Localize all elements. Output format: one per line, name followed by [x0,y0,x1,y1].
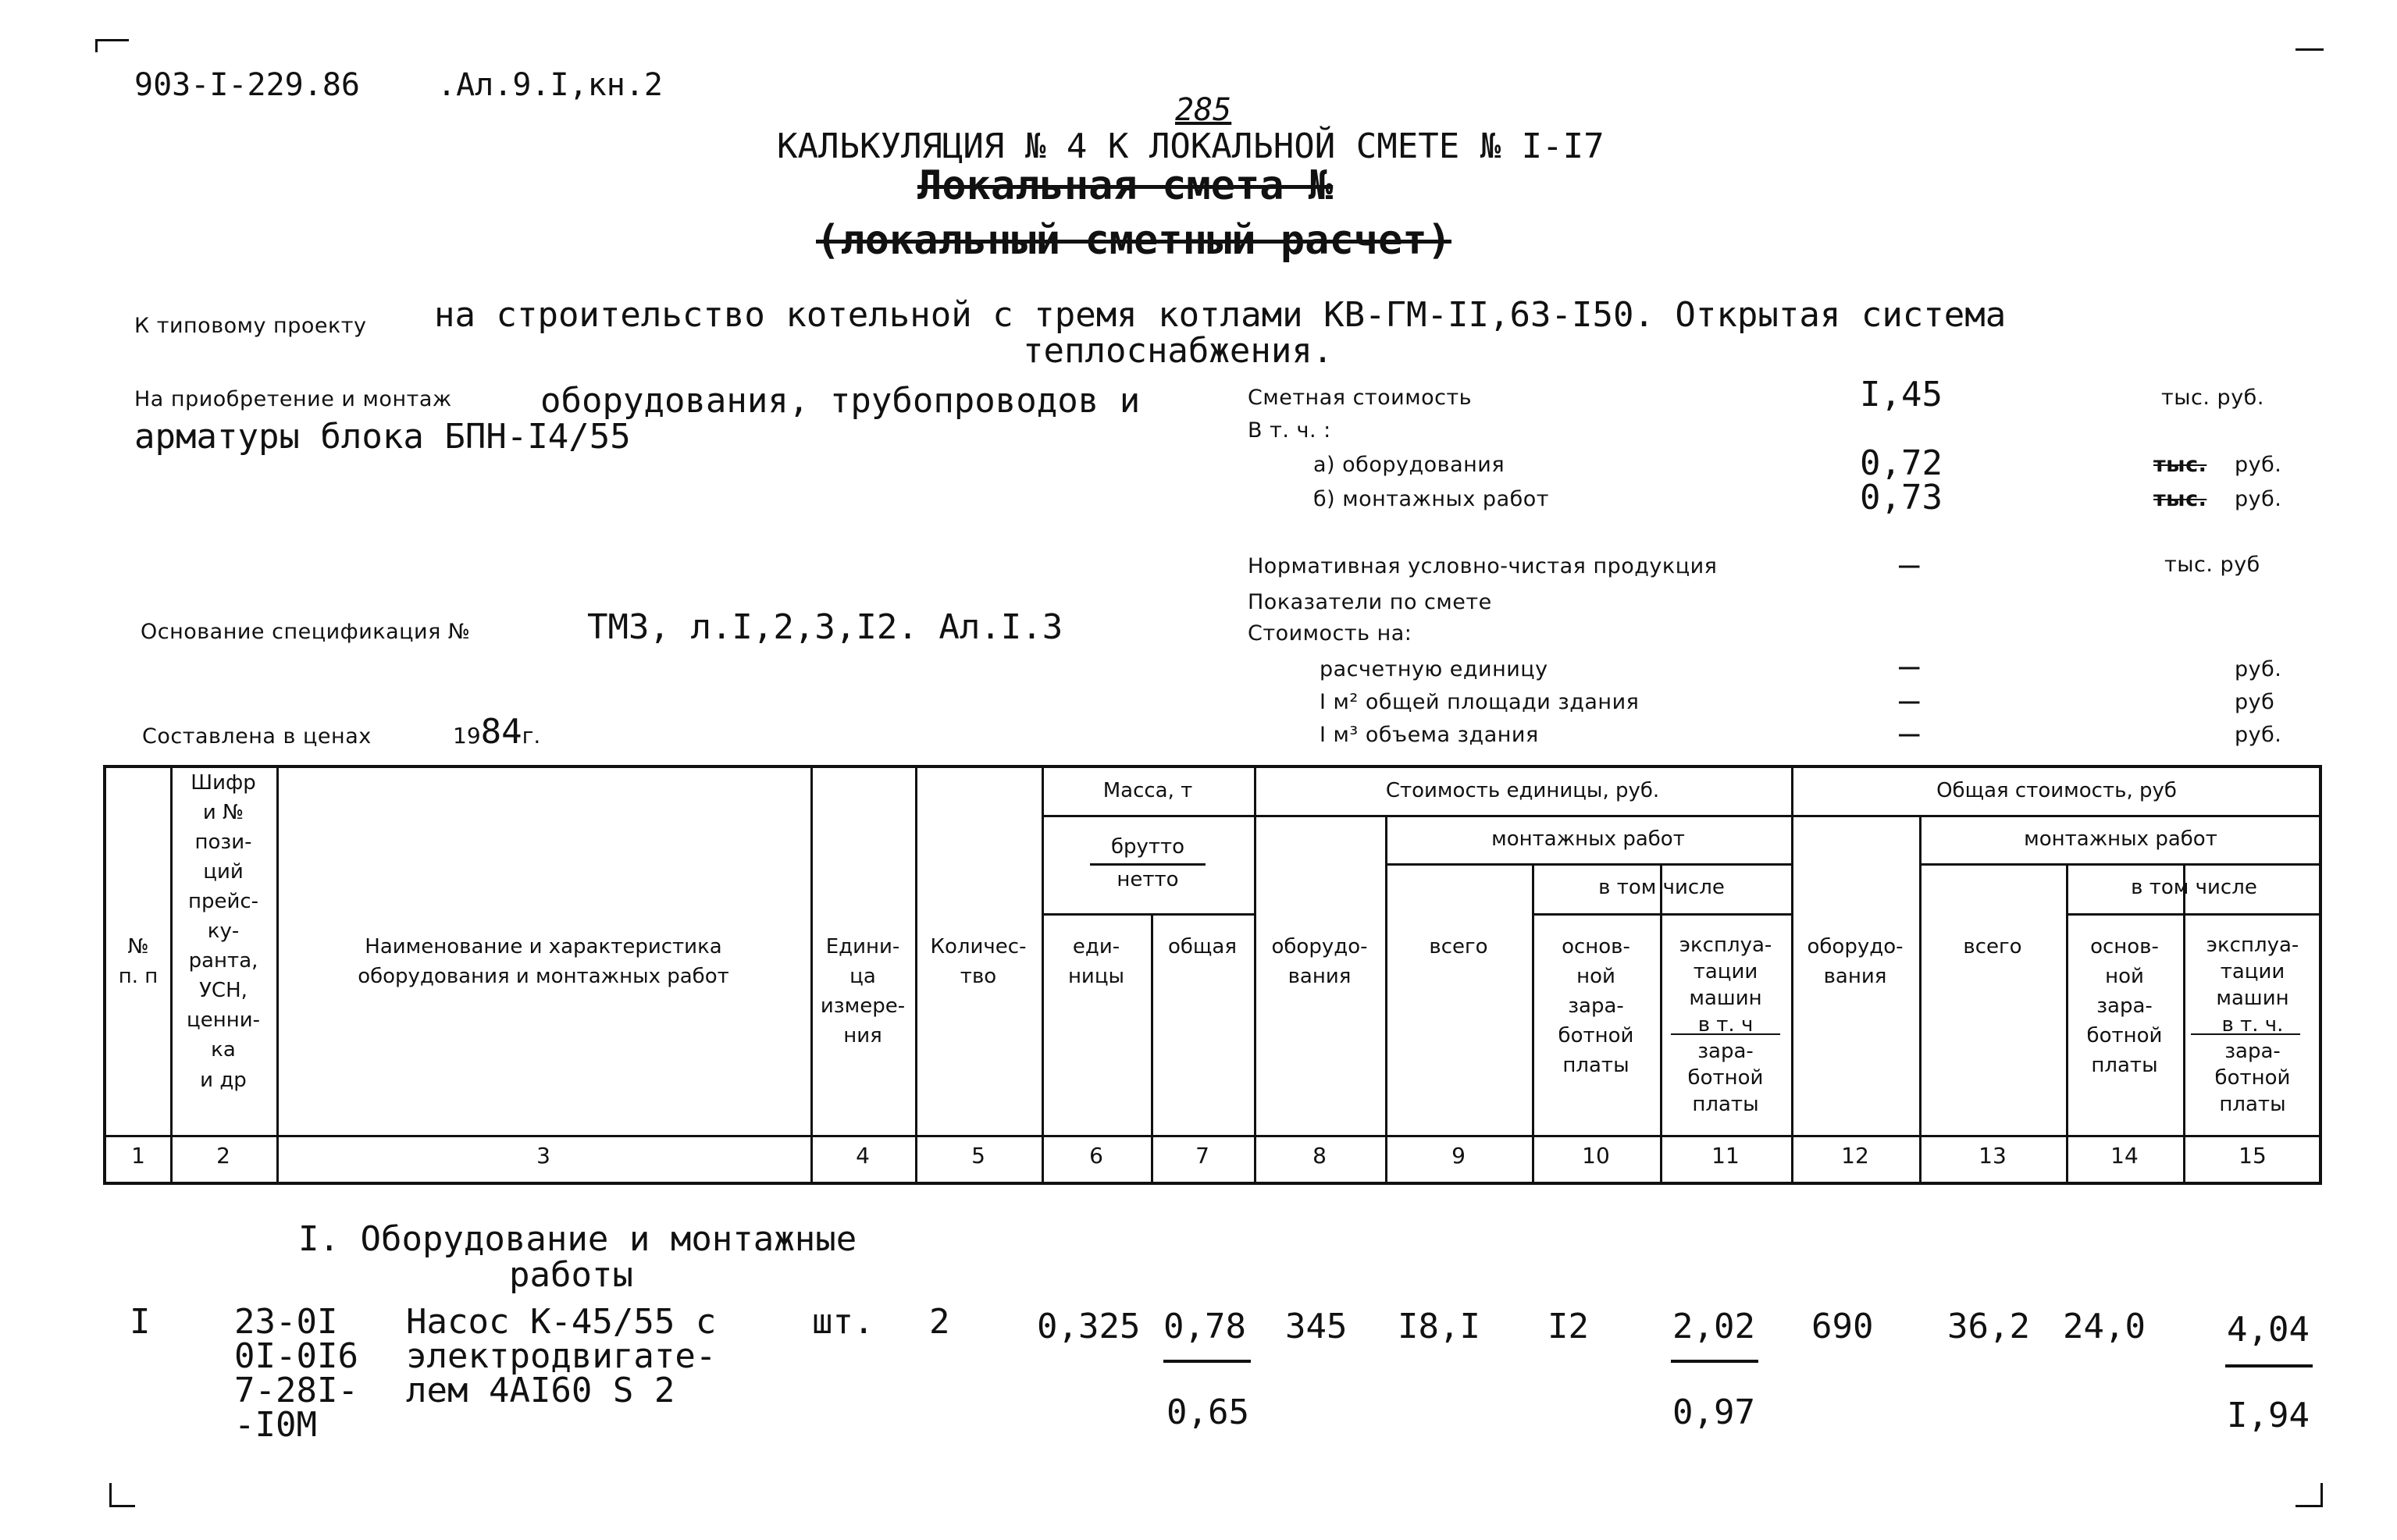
row-mass-unit: 0,325 [1037,1307,1141,1346]
volume-unit: руб. [2235,723,2282,747]
row-qty: 2 [929,1302,950,1342]
equip-label: а) оборудования [1313,453,1505,477]
col-number: 4 [856,1143,870,1168]
mass-header: Масса, т [1102,779,1193,802]
volume-label: I м³ объема здания [1320,723,1539,747]
total-machine-underline [2225,1364,2313,1368]
normative-value: – [1899,545,1920,585]
col-number: 6 [1089,1143,1103,1168]
purpose-label: На приобретение и монтаж [134,387,452,411]
col-number: 11 [1711,1143,1740,1168]
row-code-line: -I0М [234,1405,317,1445]
netto-label: нетто [1117,868,1179,891]
row-divider [1385,863,1791,866]
row-divider [1919,863,2322,866]
project-text-1: на строительство котельной с тремя котлами КВ-ГМ-II,63-I50. Открытая система [434,295,2007,335]
basis-label: Основание спецификация № [141,620,471,644]
col-number: 10 [1582,1143,1610,1168]
basis-value: ТМЗ, л.I,2,3,I2. Ал.I.3 [587,607,1063,647]
row-unit: шт. [812,1302,874,1342]
row-divider [106,1135,2322,1137]
col14-header: основ- ной зара- ботной платы [2086,935,2163,1077]
cost-unit: тыс. руб. [2161,386,2264,410]
section-title-1: I. Оборудование и монтажные [298,1219,857,1259]
area-value: – [1899,681,1920,720]
corner-mark-top-left [95,39,129,52]
calc-unit-label: расчетную единицу [1320,657,1548,681]
corner-mark-bottom-right [2295,1483,2323,1507]
install-machine-underline [1671,1360,1758,1363]
install-struck-unit: тыс. [2153,487,2207,511]
doc-code: 903-I-229.86 [134,67,360,103]
row-divider [1042,913,1254,916]
brutto-label: брутто [1110,835,1185,859]
incl-label: В т. ч. : [1248,418,1331,443]
col15-header: эксплуа- тации машин в т. ч. зара- ботной платы [2206,934,2299,1116]
row-mass-total: 0,78 [1163,1307,1246,1346]
mass-total-underline [1163,1360,1251,1363]
row-divider [2066,913,2322,916]
col-number: 5 [971,1143,985,1168]
col9-header: всего [1429,935,1488,958]
col-number: 8 [1312,1143,1327,1168]
col-number: 1 [131,1143,145,1168]
col10-header: основ- ной зара- ботной платы [1558,935,1634,1077]
col2-header: Шифр и № пози- ций прейс- ку- ранта, УСН, ценни- ка и др [187,771,260,1092]
install-unit: руб. [2235,487,2282,511]
normative-label: Нормативная условно-чистая продукция [1248,554,1718,578]
col12-header: оборудо- вания [1807,935,1904,988]
equip-struck-unit: тыс. [2153,453,2207,477]
compiled-year [453,712,540,752]
cost-on-label: Стоимость на: [1248,621,1412,646]
col-number: 14 [2110,1143,2139,1168]
row-equip-cost: 345 [1285,1307,1348,1346]
calc-unit-unit: руб. [2235,657,2282,681]
incl-header-2: в том числе [2131,876,2257,899]
calc-title: КАЛЬКУЛЯЦИЯ № 4 К ЛОКАЛЬНОЙ СМЕТЕ № I-I7 [777,126,1605,166]
row-divider [1532,913,1791,916]
equip-value: 0,72 [1860,443,1943,483]
col4-header: Едини- ца измере- ния [820,935,906,1047]
row-total-machine-wage: I,94 [2227,1396,2310,1435]
unit-cost-header: Стоимость единицы, руб. [1385,779,1660,802]
row-num: I [130,1302,151,1342]
compiled-label: Составлена в ценах [142,724,372,749]
section-title-2: работы [509,1255,633,1295]
install-value: 0,73 [1860,478,1943,517]
cost-label: Сметная стоимость [1248,386,1473,410]
purpose-text-2: арматуры блока БПН-I4/55 [134,417,631,457]
col-number: 7 [1195,1143,1209,1168]
calc-unit-value: – [1899,646,1920,686]
row-total-equip: 690 [1811,1307,1874,1346]
normative-unit: тыс. руб [2164,553,2260,577]
install-header-2: монтажных работ [2024,827,2217,851]
col1-header: № п. п [118,935,158,988]
area-unit: руб [2235,690,2275,714]
row-name-line: Насос К-45/55 с [406,1302,717,1342]
row-install-machine: 2,02 [1672,1307,1755,1346]
row-mass-total-net: 0,65 [1166,1392,1249,1432]
col-number: 13 [1979,1143,2007,1168]
row-code-line: 7-28I- [234,1371,358,1410]
project-text-2: теплоснабжения. [1023,331,1334,371]
corner-mark-bottom-left [109,1483,135,1507]
volume-value: – [1899,713,1920,753]
col-divider [1919,815,1922,1185]
col-number: 3 [536,1143,550,1168]
row-install-total: I8,I [1398,1307,1480,1346]
col-number: 2 [216,1143,230,1168]
compiled-year-prefix: 19 [453,723,481,749]
col3-header: Наименование и характеристика оборудования и монтажных работ [358,935,729,988]
col11-header: эксплуа- тации машин в т. ч зара- ботной платы [1679,934,1772,1116]
col7-header: общая [1167,935,1237,958]
project-label: К типовому проекту [134,314,367,338]
row-total-wage: 24,0 [2063,1307,2146,1346]
row-divider [1042,815,2322,817]
row-install-wage: I2 [1548,1307,1589,1346]
row-install-machine-wage: 0,97 [1672,1392,1755,1432]
col5-header: Количес- тво [930,935,1027,988]
album-ref: .Ал.9.I,кн.2 [437,67,663,103]
row-total-install: 36,2 [1947,1307,2030,1346]
col6-header: еди- ницы [1067,935,1125,988]
spec-table [103,765,2322,1185]
row-code-line: 23-0I [234,1302,338,1342]
install-header: монтажных работ [1491,827,1685,851]
row-total-machine: 4,04 [2227,1310,2310,1350]
total-cost-header: Общая стоимость, руб [1936,779,2177,802]
indicators-label: Показатели по смете [1248,590,1492,614]
purpose-text-1: оборудования, трубопроводов и [540,381,1141,421]
incl-header: в том числе [1598,876,1725,899]
col-number: 15 [2239,1143,2267,1168]
corner-mark-top-right [2295,48,2324,51]
col-number: 12 [1841,1143,1869,1168]
equip-unit: руб. [2235,453,2282,477]
struck-title-2: (локальный сметный расчет) [816,217,1451,264]
area-label: I м² общей площади здания [1320,690,1640,714]
col-number: 9 [1451,1143,1466,1168]
col13-header: всего [1963,935,2022,958]
compiled-year-suffix: 84 [480,712,522,752]
col8-header: оборудо- вания [1271,935,1368,988]
struck-title-1: Локальная смета № [917,162,1334,209]
col-divider [1385,815,1387,1185]
row-name-line: электродвигате- [406,1336,717,1376]
compiled-year-end: г. [522,723,541,749]
install-label: б) монтажных работ [1313,487,1550,511]
row-name-line: лем 4АI60 S 2 [406,1371,675,1410]
row-code-line: 0I-0I6 [234,1336,358,1376]
cost-value: I,45 [1860,375,1943,414]
page-number: 285 [1175,92,1232,128]
